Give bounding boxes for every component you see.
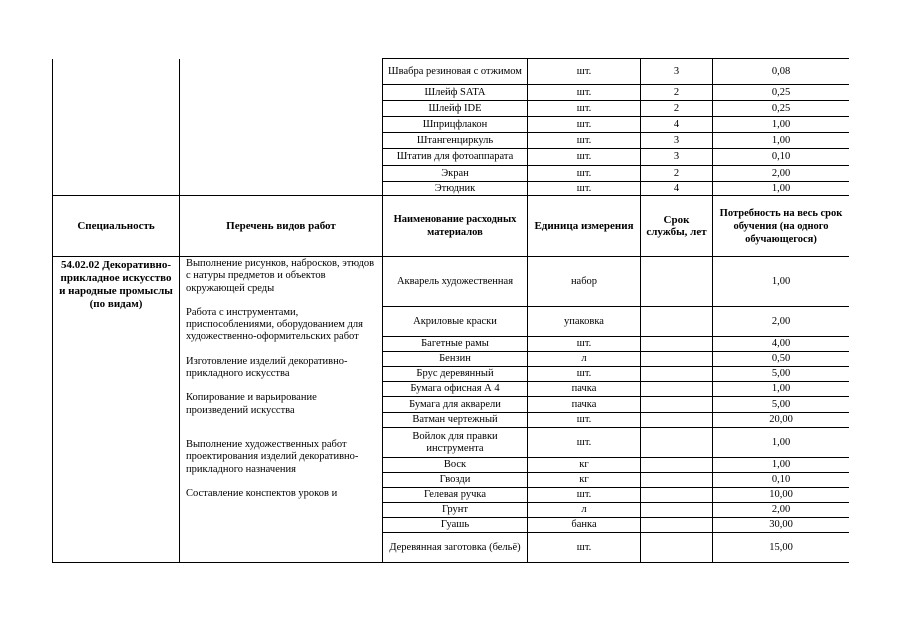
- material-unit: набор: [528, 257, 641, 307]
- header-material: Наименование расходных материалов: [383, 196, 528, 257]
- material-name: Ватман чертежный: [383, 413, 528, 428]
- material-need: 2,00: [713, 503, 850, 518]
- materials-table: [52, 58, 849, 563]
- material-term: [641, 352, 713, 367]
- material-name: Бумага офисная А 4: [383, 382, 528, 397]
- material-term: 2: [641, 85, 713, 101]
- header-specialty: Специальность: [53, 196, 180, 257]
- material-need: 1,00: [713, 133, 850, 149]
- work-item: Выполнение художественных работ проектирования изделий декоративно-прикладного назначения: [186, 438, 359, 475]
- material-unit: шт.: [528, 413, 641, 428]
- material-unit: шт.: [528, 149, 641, 166]
- material-unit: шт.: [528, 101, 641, 117]
- material-need: 0,25: [713, 85, 850, 101]
- work-item: Изготовление изделий декоративно-прикладного искусства: [186, 355, 348, 380]
- material-unit: шт.: [528, 428, 641, 458]
- document-page: [52, 58, 849, 580]
- material-need: 1,00: [713, 458, 850, 473]
- material-term: 2: [641, 101, 713, 117]
- material-need: 0,10: [713, 149, 850, 166]
- material-term: [641, 413, 713, 428]
- material-unit: кг: [528, 458, 641, 473]
- material-name: Этюдник: [383, 182, 528, 196]
- header-need: Потребность на весь срок обучения (на одного обучающегося): [713, 196, 850, 257]
- material-unit: шт.: [528, 166, 641, 182]
- material-name: Штангенциркуль: [383, 133, 528, 149]
- material-unit: л: [528, 503, 641, 518]
- material-unit: шт.: [528, 133, 641, 149]
- works-list-cell: [180, 257, 383, 563]
- material-unit: шт.: [528, 117, 641, 133]
- material-term: [641, 397, 713, 413]
- material-term: 3: [641, 59, 713, 85]
- material-term: 4: [641, 117, 713, 133]
- material-unit: шт.: [528, 337, 641, 352]
- header-unit: Единица измерения: [528, 196, 641, 257]
- material-term: 3: [641, 133, 713, 149]
- material-name: Гвозди: [383, 473, 528, 488]
- material-term: 2: [641, 166, 713, 182]
- material-name: Деревянная заготовка (бельё): [383, 533, 528, 563]
- material-name: Брус деревянный: [383, 367, 528, 382]
- material-term: [641, 533, 713, 563]
- material-unit: шт.: [528, 182, 641, 196]
- empty-specialty-cell: [53, 59, 180, 196]
- material-term: [641, 458, 713, 473]
- material-need: 1,00: [713, 117, 850, 133]
- material-name: Шлейф SATA: [383, 85, 528, 101]
- material-unit: шт.: [528, 533, 641, 563]
- material-need: 20,00: [713, 413, 850, 428]
- material-name: Гелевая ручка: [383, 488, 528, 503]
- material-name: Штатив для фотоаппарата: [383, 149, 528, 166]
- material-need: 15,00: [713, 533, 850, 563]
- material-name: Грунт: [383, 503, 528, 518]
- material-name: Шприцфлакон: [383, 117, 528, 133]
- table-row: [53, 59, 850, 85]
- material-name: Акриловые краски: [383, 307, 528, 337]
- material-need: 1,00: [713, 182, 850, 196]
- material-unit: шт.: [528, 488, 641, 503]
- material-need: 0,50: [713, 352, 850, 367]
- material-term: [641, 428, 713, 458]
- work-item: Выполнение рисунков, набросков, этюдов с натуры предметов и объектов окружающей среды: [186, 258, 375, 294]
- material-term: 4: [641, 182, 713, 196]
- material-term: [641, 488, 713, 503]
- material-term: [641, 382, 713, 397]
- table-header-row: [53, 196, 850, 257]
- material-name: Бумага для акварели: [383, 397, 528, 413]
- material-need: 0,25: [713, 101, 850, 117]
- material-need: 1,00: [713, 428, 850, 458]
- material-term: [641, 473, 713, 488]
- material-term: [641, 337, 713, 352]
- header-term: Срок службы, лет: [641, 196, 713, 257]
- material-term: [641, 257, 713, 307]
- material-need: 5,00: [713, 397, 850, 413]
- material-need: 0,08: [713, 59, 850, 85]
- material-name: Экран: [383, 166, 528, 182]
- material-name: Швабра резиновая с отжимом: [383, 59, 528, 85]
- work-item: Копирование и варьирование произведений искусства: [186, 392, 317, 416]
- material-need: 2,00: [713, 166, 850, 182]
- material-need: 4,00: [713, 337, 850, 352]
- empty-works-cell: [180, 59, 383, 196]
- material-need: 1,00: [713, 382, 850, 397]
- material-term: [641, 503, 713, 518]
- material-need: 0,10: [713, 473, 850, 488]
- material-term: 3: [641, 149, 713, 166]
- material-unit: пачка: [528, 382, 641, 397]
- material-unit: л: [528, 352, 641, 367]
- header-works: Перечень видов работ: [180, 196, 383, 257]
- material-need: 30,00: [713, 518, 850, 533]
- material-term: [641, 307, 713, 337]
- material-term: [641, 367, 713, 382]
- material-need: 5,00: [713, 367, 850, 382]
- specialty-cell: 54.02.02 Декоративно-прикладное искусство и народные промыслы (по видам): [53, 257, 180, 563]
- material-name: Шлейф IDE: [383, 101, 528, 117]
- material-unit: пачка: [528, 397, 641, 413]
- material-need: 1,00: [713, 257, 850, 307]
- table-row: [53, 257, 850, 307]
- material-unit: кг: [528, 473, 641, 488]
- material-unit: шт.: [528, 85, 641, 101]
- material-name: Акварель художественная: [383, 257, 528, 307]
- material-unit: упаковка: [528, 307, 641, 337]
- material-name: Гуашь: [383, 518, 528, 533]
- material-unit: шт.: [528, 59, 641, 85]
- material-name: Войлок для правки инструмента: [383, 428, 528, 458]
- material-unit: банка: [528, 518, 641, 533]
- work-item: Составление конспектов уроков и: [186, 487, 338, 499]
- work-item: Работа с инструментами, приспособлениями, оборудованием для художественно-оформительских работ: [186, 306, 363, 343]
- material-need: 2,00: [713, 307, 850, 337]
- material-need: 10,00: [713, 488, 850, 503]
- material-name: Багетные рамы: [383, 337, 528, 352]
- material-unit: шт.: [528, 367, 641, 382]
- material-name: Воск: [383, 458, 528, 473]
- material-name: Бензин: [383, 352, 528, 367]
- material-term: [641, 518, 713, 533]
